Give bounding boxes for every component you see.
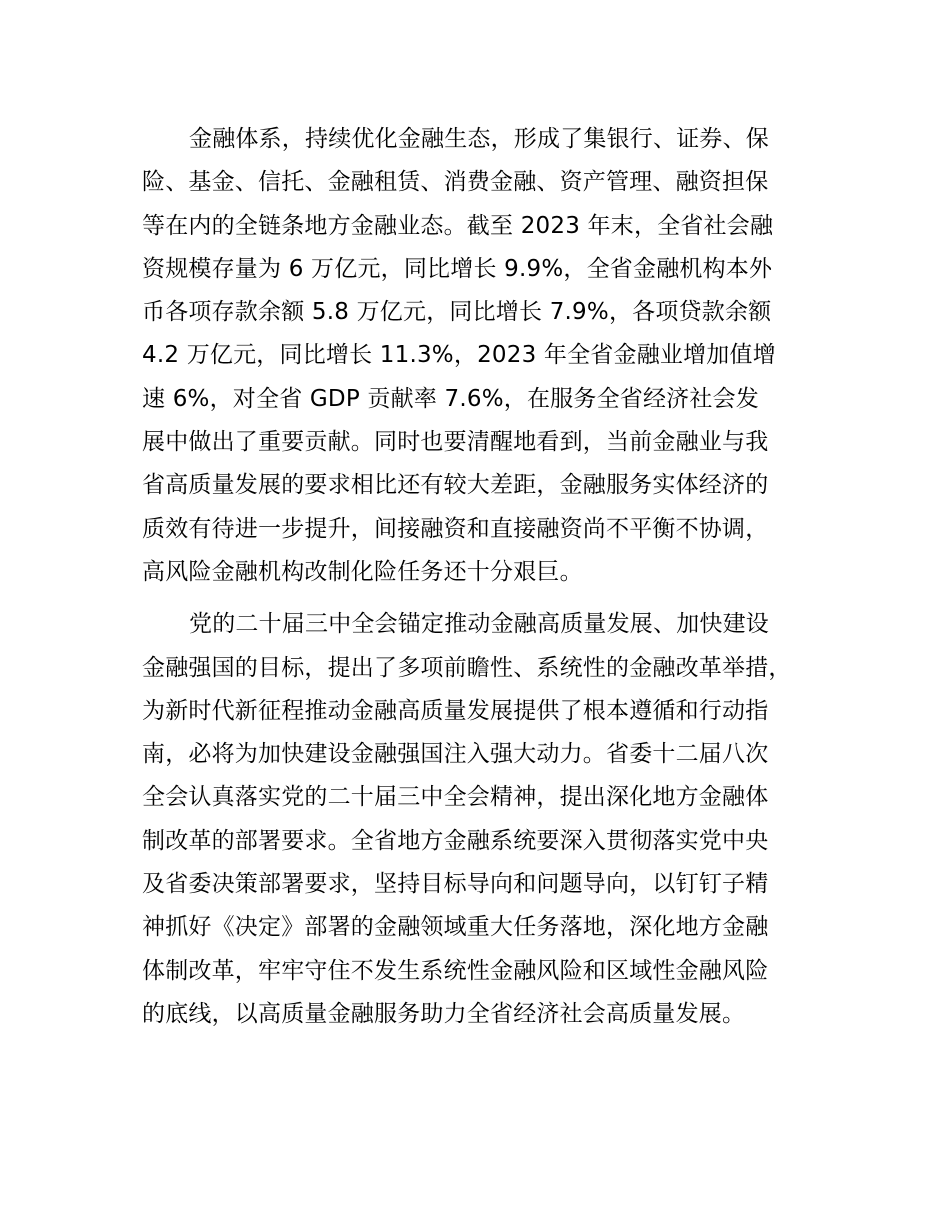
text-line: 质效有待进一步提升，间接融资和直接融资尚不平衡不协调， (142, 515, 769, 542)
text-line: 省高质量发展的要求相比还有较大差距，金融服务实体经济的 (142, 472, 769, 499)
text-line: 速 6%，对全省 GDP 贡献率 7.6%，在服务全省经济社会发 (142, 385, 759, 412)
text-line: 的底线，以高质量金融服务助力全省经济社会高质量发展。 (142, 1000, 746, 1027)
text-line: 4.2 万亿元，同比增长 11.3%，2023 年全省金融业增加值增 (142, 342, 776, 369)
text-line: 及省委决策部署要求，坚持目标导向和问题导向，以钉钉子精 (142, 871, 769, 898)
text-line: 制改革的部署要求。全省地方金融系统要深入贯彻落实党中央 (142, 827, 769, 854)
text-line: 神抓好《决定》部署的金融领域重大任务落地，深化地方金融 (142, 914, 769, 941)
text-line: 币各项存款余额 5.8 万亿元，同比增长 7.9%，各项贷款余额 (142, 299, 772, 326)
text-line: 南，必将为加快建设金融强国注入强大动力。省委十二届八次 (142, 741, 769, 768)
text-line: 全会认真落实党的二十届三中全会精神，提出深化地方金融体 (142, 784, 769, 811)
text-line: 展中做出了重要贡献。同时也要清醒地看到，当前金融业与我 (142, 429, 769, 456)
document-page (142, 118, 842, 1036)
text-line: 党的二十届三中全会锚定推动金融高质量发展、加快建设 (189, 611, 769, 638)
text-line: 等在内的全链条地方金融业态。截至 2023 年末，全省社会融 (142, 212, 774, 239)
paragraph-financial-overview (142, 118, 842, 594)
text-line: 金融体系，持续优化金融生态，形成了集银行、证券、保 (189, 126, 769, 152)
text-line: 为新时代新征程推动金融高质量发展提供了根本遵循和行动指 (142, 697, 769, 724)
text-line: 资规模存量为 6 万亿元，同比增长 9.9%，全省金融机构本外 (142, 255, 773, 282)
text-line: 高风险金融机构改制化险任务还十分艰巨。 (142, 558, 583, 585)
text-line: 险、基金、信托、金融租赁、消费金融、资产管理、融资担保 (142, 169, 769, 196)
text-line: 体制改革，牢牢守住不发生系统性金融风险和区域性金融风险 (142, 957, 769, 984)
paragraph-reform-plenary (142, 603, 842, 1036)
text-line: 金融强国的目标，提出了多项前瞻性、系统性的金融改革举措， (142, 654, 792, 681)
